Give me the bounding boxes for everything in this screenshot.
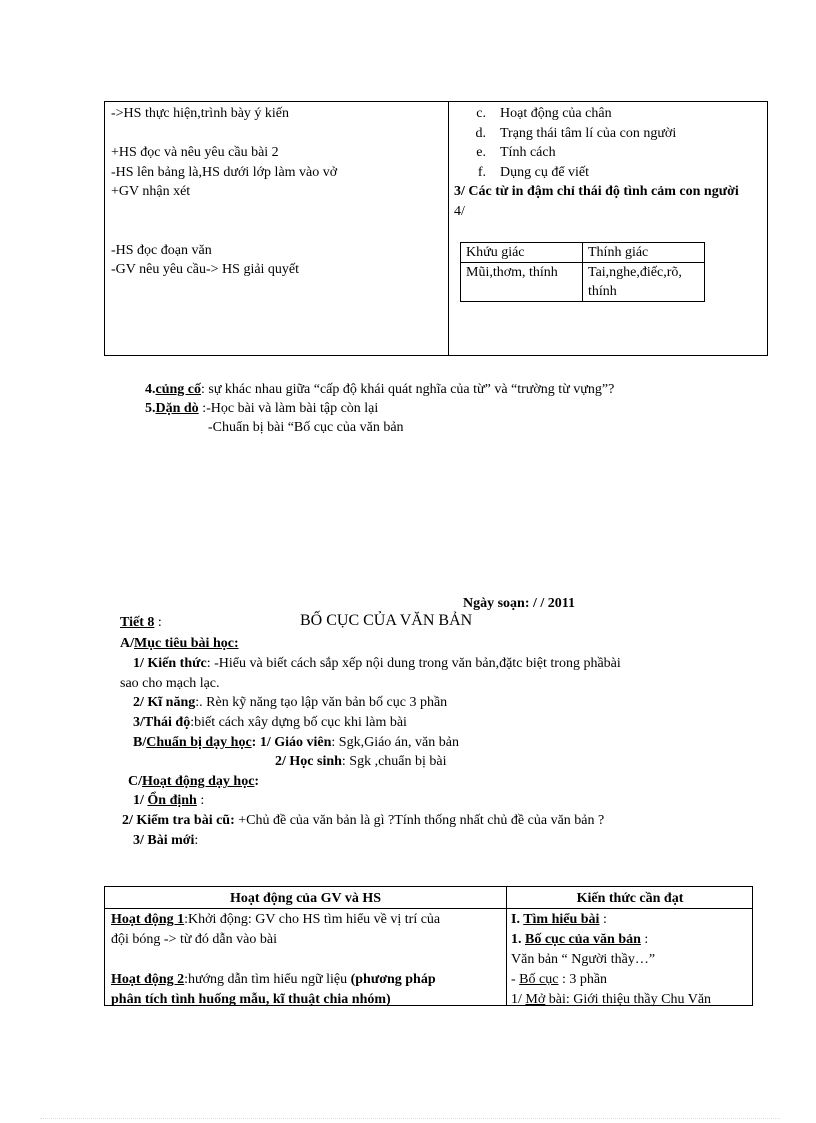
review-line: [145, 380, 614, 399]
option-item: [454, 163, 764, 183]
table-header-cell: Thính giác: [583, 243, 705, 263]
teacher-student-activities: [111, 104, 337, 280]
knowledge-line: [133, 654, 621, 673]
table-cell: Mũi,thơm, thính: [461, 263, 583, 302]
section-prefix: A/: [120, 636, 134, 651]
section-number: 5.: [145, 401, 156, 416]
student-label: 2/ Học sinh: [275, 754, 342, 769]
method-text: (phương pháp: [350, 972, 436, 987]
stabilize-line: [133, 791, 204, 810]
table-header-activities: Hoạt động của GV và HS: [229, 891, 382, 906]
knowledge-text: bài: Giới thiệu thầy Chu Văn: [545, 992, 712, 1007]
prep-date: Ngày soạn: / / 2011: [463, 596, 576, 611]
section-label: Mục tiêu bài học:: [134, 636, 239, 651]
knowledge-prefix: -: [511, 972, 520, 987]
section-b: [133, 733, 459, 752]
table-row: [461, 263, 705, 302]
activity-line: +GV nhận xét: [111, 184, 191, 199]
activity-line: +HS đọc và nêu yêu cầu bài 2: [111, 145, 279, 160]
activity-label: Hoạt động 2: [111, 972, 185, 987]
student-prep-line: [275, 752, 447, 771]
table-header-knowledge: Kiến thức cần đạt: [576, 891, 684, 906]
period-number: Tiết 8: [120, 615, 155, 630]
section-prefix: B/: [133, 735, 147, 750]
activity-line: -HS đọc đoạn văn: [111, 242, 212, 258]
teacher-text: : Sgk,Giáo án, văn bản: [331, 735, 459, 750]
knowledge-line: [511, 990, 751, 1010]
knowledge-line: [511, 970, 751, 990]
knowledge-line: [511, 910, 751, 930]
homework-text: :-Học bài và làm bài tập còn lại: [198, 401, 379, 416]
method-line: phân tích tình huống mẫu, kĩ thuật chia nhóm): [111, 992, 391, 1007]
student-text: : Sgk ,chuẩn bị bài: [341, 754, 447, 769]
activity-table-bottom: [104, 886, 753, 1006]
activity-label: Hoạt động 1: [111, 912, 185, 927]
step-colon: :: [194, 833, 199, 848]
knowledge-colon: :: [599, 912, 607, 927]
activity-text: :hướng dẫn tìm hiểu ngữ liệu: [184, 972, 351, 987]
review-label: củng cố: [155, 382, 201, 397]
old-lesson-check-line: [122, 811, 604, 830]
activity-line: [111, 221, 337, 241]
knowledge-prefix: 1/: [511, 992, 526, 1007]
homework-label: Dặn dò: [155, 401, 199, 416]
knowledge-text: : 3 phần: [558, 972, 608, 987]
activity-line: -GV nêu yêu cầu-> HS giải quyết: [111, 262, 300, 277]
option-item: [454, 104, 764, 124]
knowledge-label: Mở: [525, 992, 546, 1007]
option-text: Hoạt động của chân: [500, 106, 612, 121]
new-lesson-line: [133, 831, 198, 850]
section-c: [128, 772, 259, 791]
section-label: Hoạt động dạy học: [142, 774, 255, 789]
knowledge-content: [454, 104, 764, 299]
knowledge-label: Bố cục: [519, 972, 559, 987]
column-divider: [448, 102, 449, 355]
option-text: Dụng cụ để viết: [500, 164, 590, 180]
header-divider: [105, 908, 752, 909]
step-colon: :: [196, 793, 205, 808]
review-text: : sự khác nhau giữa “cấp độ khái quát nghĩa của từ” và “trường từ vựng”?: [201, 382, 615, 397]
knowledge-line: Văn bản “ Người thầy…”: [511, 952, 656, 967]
option-text: Trạng thái tâm lí của con người: [500, 125, 677, 141]
option-text: Tính cách: [500, 145, 556, 160]
skills-label: 2/ Kĩ năng: [133, 695, 196, 710]
option-item: [454, 143, 764, 163]
attitude-text: :biết cách xây dựng bố cục khi làm bài: [190, 715, 407, 730]
option-letter: d.: [475, 125, 486, 141]
table-cell: Tai,nghe,điếc,rõ, thính: [583, 263, 705, 302]
option-letter: c.: [476, 106, 486, 121]
activity-line: [111, 202, 337, 222]
teacher-label: : 1/ Giáo viên: [251, 735, 332, 750]
homework-line-2: -Chuẩn bị bài “Bố cục của văn bản: [208, 420, 404, 435]
activity-line: [111, 124, 337, 144]
skills-text: :. Rèn kỹ năng tạo lập văn bản bố cục 3 phần: [195, 695, 448, 710]
exercise-4-label: 4/: [454, 203, 465, 219]
activities-column: [111, 910, 499, 1010]
knowledge-line: [511, 930, 751, 950]
knowledge-prefix: I.: [511, 912, 524, 927]
knowledge-prefix: 1.: [511, 932, 525, 947]
step-label: 2/ Kiểm tra bài cũ:: [122, 813, 235, 828]
step-label: Ổn định: [147, 793, 197, 808]
section-a: [120, 634, 239, 653]
knowledge-label: 1/ Kiến thức: [133, 656, 207, 671]
activity-table-top: [104, 101, 768, 356]
attitude-line: [133, 713, 407, 732]
skills-line: [133, 693, 447, 712]
option-item: [454, 124, 764, 144]
step-text: +Chủ đề của văn bản là gì ?Tính thống nhất chủ đề của văn bản ?: [234, 813, 605, 828]
step-prefix: 1/: [133, 793, 148, 808]
knowledge-colon: :: [640, 932, 649, 947]
period-colon: :: [154, 615, 162, 630]
step-label: 3/ Bài mới: [133, 833, 195, 848]
activity-line: đội bóng -> từ đó dẫn vào bài: [111, 932, 277, 947]
option-letter: e.: [476, 145, 486, 160]
knowledge-column: [511, 910, 751, 1010]
table-row: [461, 243, 705, 263]
attitude-label: 3/Thái độ: [133, 715, 191, 730]
spacer: [111, 950, 499, 970]
exercise-3-heading: 3/ Các từ in đậm chỉ thái độ tình cảm con người: [454, 184, 739, 199]
knowledge-line-2: sao cho mạch lạc.: [120, 676, 220, 691]
section-number: 4.: [145, 382, 156, 397]
period-label: [120, 613, 162, 632]
activity-line: [111, 910, 499, 930]
section-prefix: C/: [128, 774, 142, 789]
activity-line: -HS lên bảng là,HS dưới lớp làm vào vở: [111, 164, 338, 180]
knowledge-label: Tìm hiểu bài: [523, 912, 600, 927]
option-letter: f.: [477, 164, 486, 180]
activity-text: :Khởi động: GV cho HS tìm hiểu về vị trí của: [184, 912, 441, 927]
page-footer-line: [40, 1118, 780, 1119]
sense-table: [460, 242, 705, 302]
knowledge-text: : -Hiểu và biết cách sắp xếp nội dung trong văn bản,đặtc biệt trong phầbài: [206, 656, 621, 671]
table-header-cell: Khứu giác: [461, 243, 583, 263]
activity-line: [111, 970, 499, 990]
section-colon: :: [254, 774, 260, 789]
activity-line: ->HS thực hiện,trình bày ý kiến: [111, 106, 290, 121]
homework-line: [145, 399, 378, 418]
knowledge-label: Bố cục của văn bản: [525, 932, 641, 947]
section-label: Chuẩn bị dạy học: [146, 735, 252, 750]
page-title: BỐ CỤC CỦA VĂN BẢN: [300, 612, 473, 629]
